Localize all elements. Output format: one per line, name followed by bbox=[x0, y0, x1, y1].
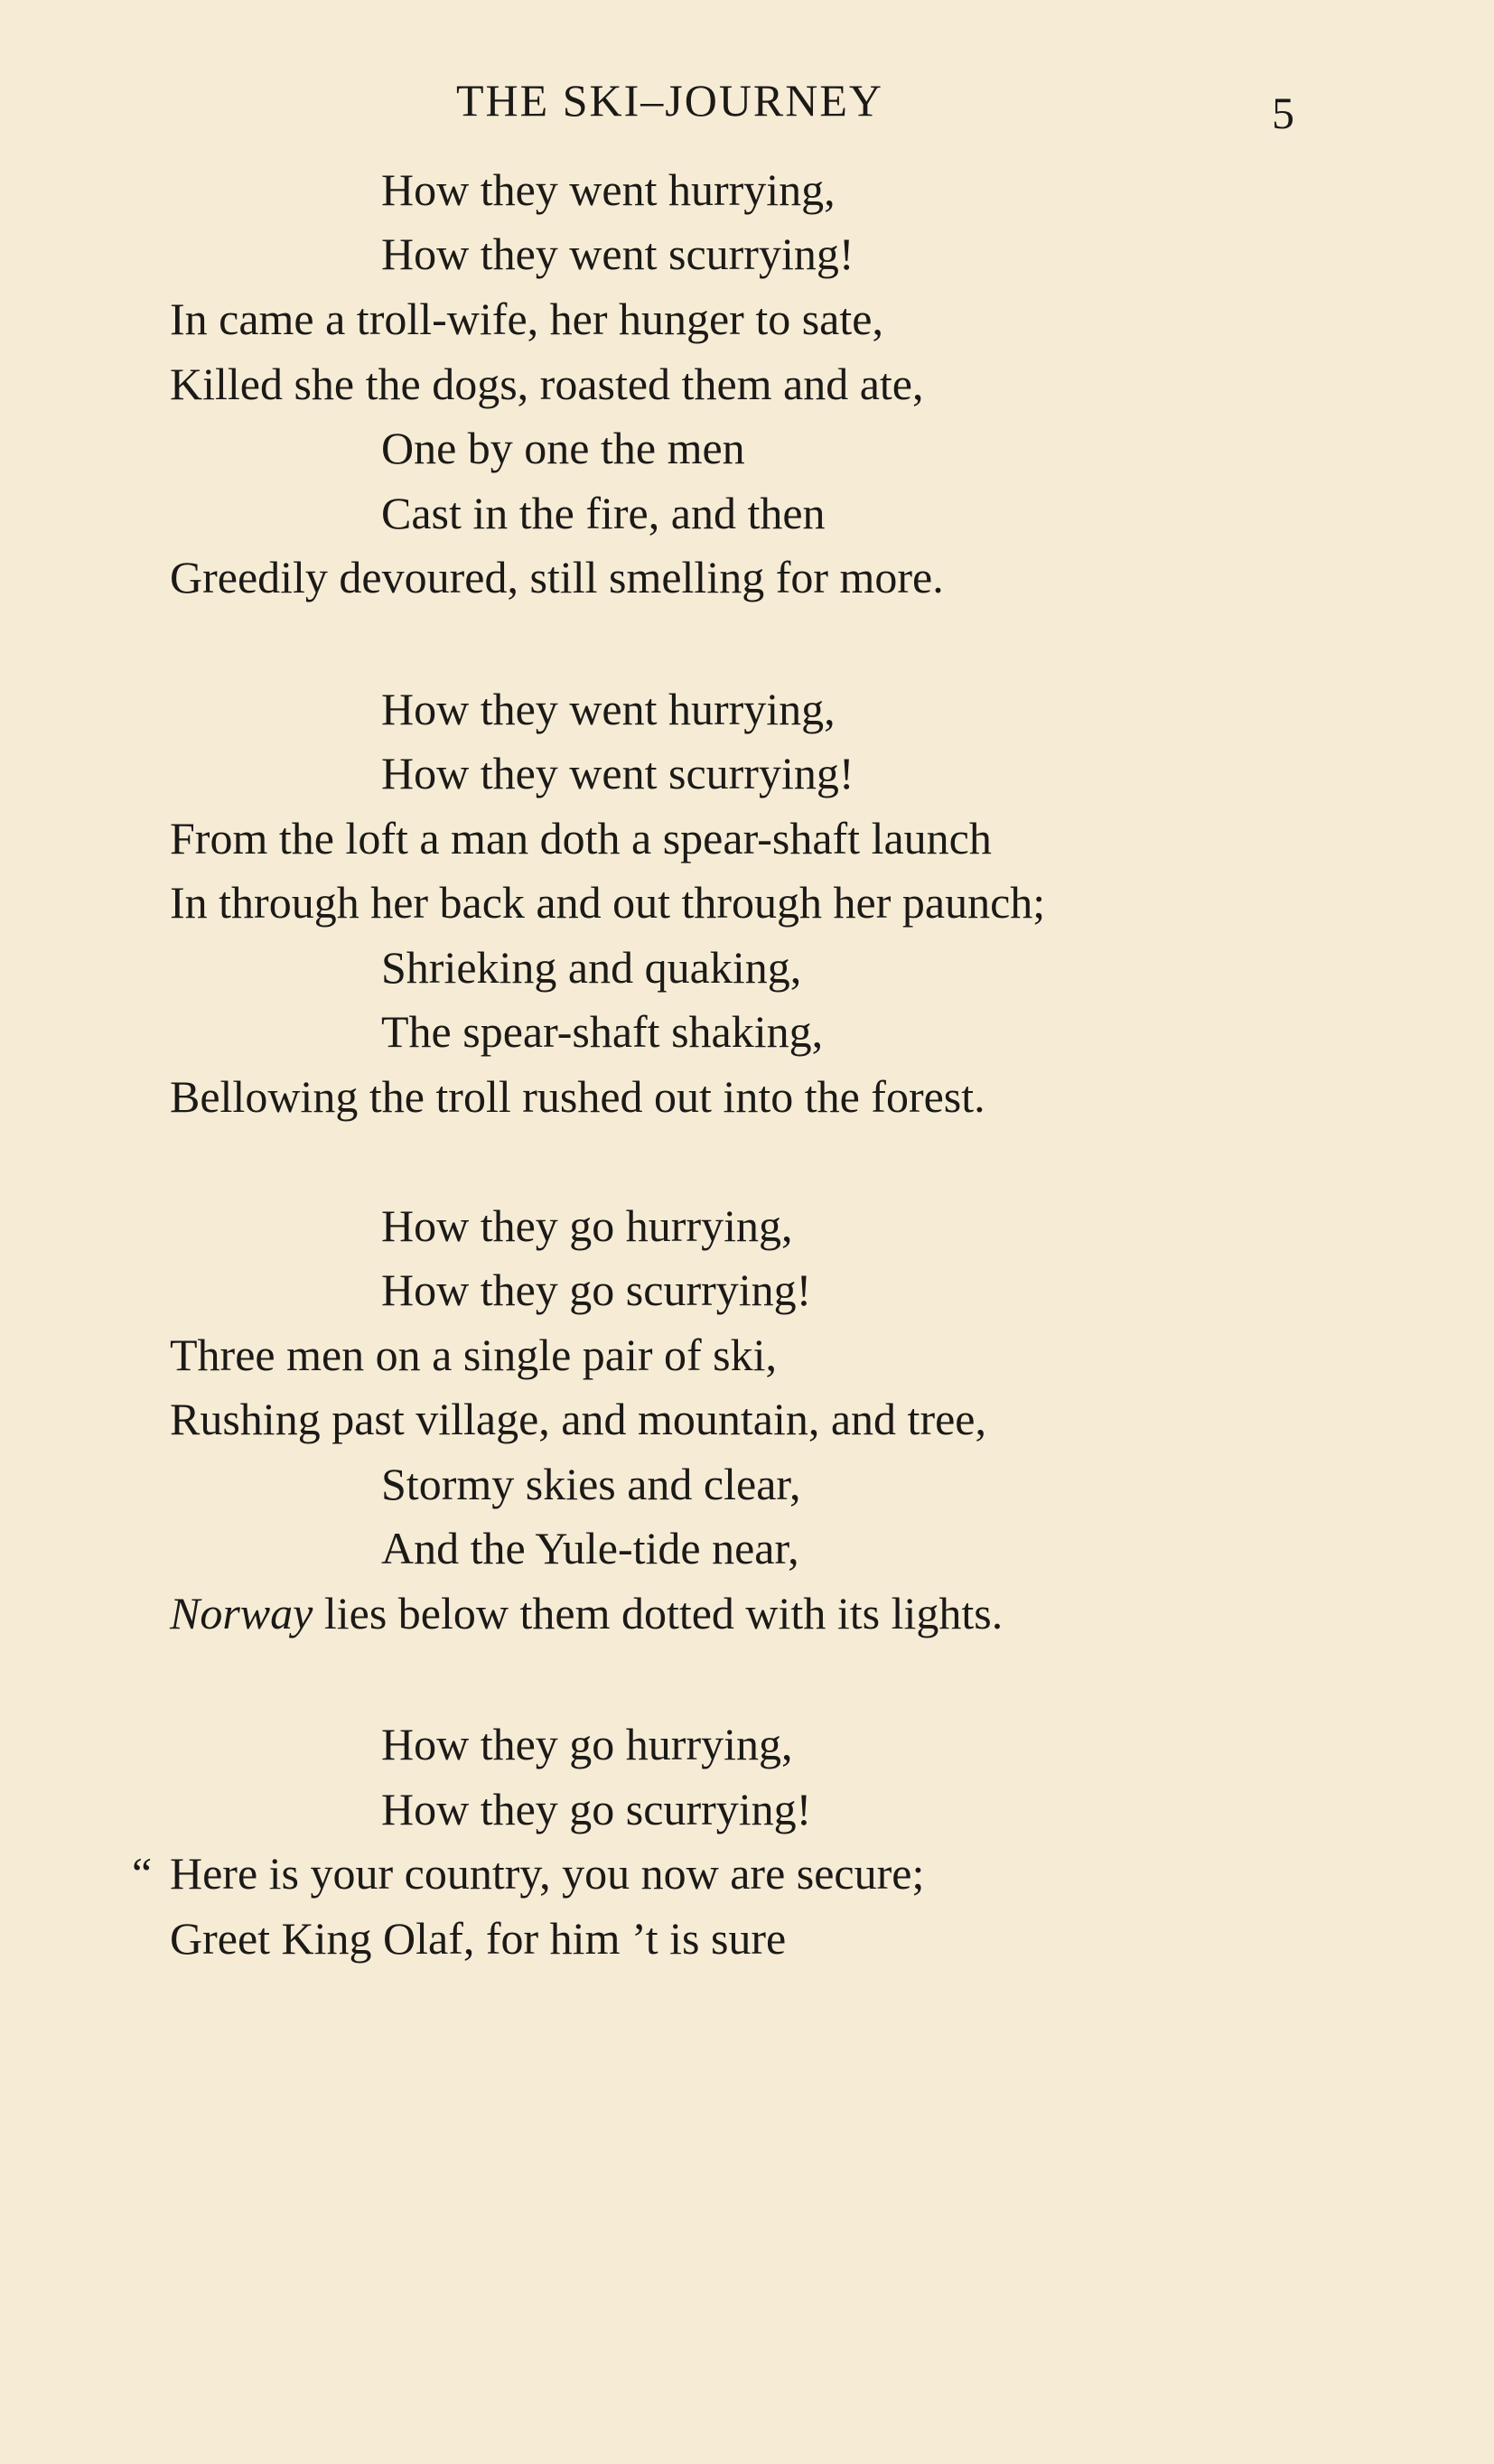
poem-line: Bellowing the troll rushed out into the forest. bbox=[170, 1071, 985, 1122]
poem-line: Rushing past village, and mountain, and tree, bbox=[170, 1394, 986, 1444]
poem-line: How they go scurrying! bbox=[381, 1265, 812, 1315]
poem-line: How they went scurrying! bbox=[381, 229, 854, 279]
poem-line: In through her back and out through her paunch; bbox=[170, 877, 1046, 928]
poem-line-text: lies below them dotted with its lights. bbox=[323, 1588, 1004, 1638]
poem-line: From the loft a man doth a spear-shaft launch bbox=[170, 813, 992, 863]
poem-line: Greet King Olaf, for him ’t is sure bbox=[170, 1913, 787, 1964]
poem-line: Three men on a single pair of ski, bbox=[170, 1330, 778, 1380]
poem-line: Cast in the fire, and then bbox=[381, 488, 826, 538]
poem-line: How they went hurrying, bbox=[381, 164, 836, 215]
poem-line: Stormy skies and clear, bbox=[381, 1459, 801, 1509]
poem-line: The spear-shaft shaking, bbox=[381, 1006, 824, 1057]
poem-line: One by one the men bbox=[381, 423, 745, 473]
page-number: 5 bbox=[1272, 88, 1294, 138]
opening-quote-mark: “ bbox=[132, 1848, 153, 1899]
poem-line: How they go hurrying, bbox=[381, 1719, 793, 1769]
poem-line bbox=[170, 1588, 1004, 1638]
italic-place-name: Norway bbox=[170, 1588, 313, 1638]
poem-line: How they went scurrying! bbox=[381, 748, 854, 798]
poem-line: In came a troll-wife, her hunger to sate, bbox=[170, 294, 883, 344]
poem-line: Greedily devoured, still smelling for more. bbox=[170, 552, 944, 602]
poem-line: And the Yule-tide near, bbox=[381, 1523, 799, 1573]
poem-line: How they went hurrying, bbox=[381, 684, 836, 734]
poem-line: Killed she the dogs, roasted them and ate, bbox=[170, 359, 924, 409]
poem-line: Shrieking and quaking, bbox=[381, 942, 802, 993]
poem-line: How they go scurrying! bbox=[381, 1784, 812, 1834]
poem-line: How they go hurrying, bbox=[381, 1200, 793, 1251]
running-title: THE SKI–JOURNEY bbox=[456, 75, 884, 126]
poem-line: Here is your country, you now are secure; bbox=[170, 1848, 925, 1899]
